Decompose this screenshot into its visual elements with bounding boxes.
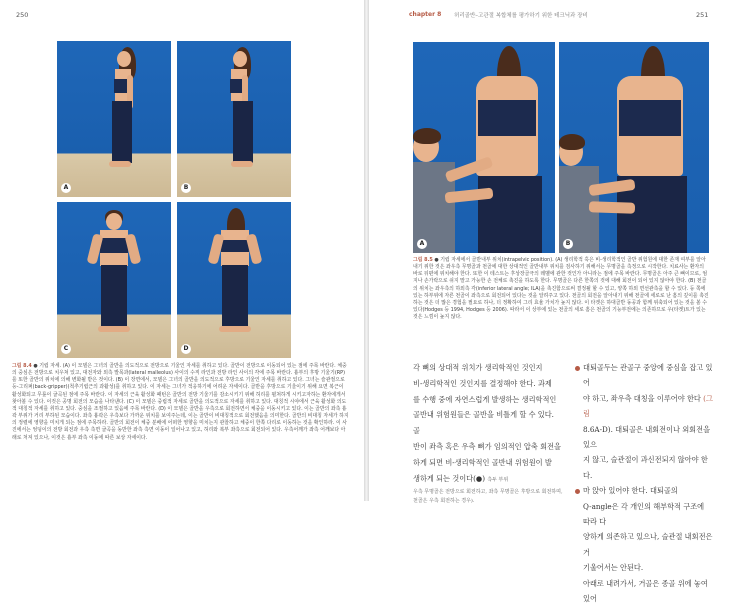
body-line: 양하게 의존하고 있으나, 슬관절 내회전은 거 bbox=[583, 532, 713, 557]
photo-a-right bbox=[413, 42, 555, 253]
figure-ref-link[interactable]: (그림 bbox=[583, 393, 713, 419]
page-number-right: 251 bbox=[696, 11, 709, 19]
photo-b-right bbox=[559, 42, 709, 253]
caption-text: ● 기립 자세에서 골반내부 위치(intrapelvic position). (A) 생리학적 혹은 비-생리학적인 골반 위험원에 대한 존재 여부를 알아내기 위한 것은 좌우측 무명골과 천골에 대한 상대적인 골반내부 위치를 검사하기 위해서는 무명골을 측정으로 시작한다. 치료사는 환자의 바로 뒤편에 위치해야 한다. 또한 이 테스트는 후상장골극의 레벨에 관한 것인가 아니라는 점에 주목 바란다. 무명골은 아주 큰 뼈이므로, 엄지나 손가락으로 쉬지 말고 가능한 손 전체로 촉진을 하도록 한다. 무명골은 다른 한쪽의 것에 대해 회전이 되어 있지 않아야 한다. (B) 천골의 위치는 좌우측의 하외측 각(inferior lateral angle; ILA)을 촉진함으로써 결정될 할 수 있고, 양쪽 하외 면선관측을 할 수 있다. 등 쪽에 있는 하부위에 자른 천골이 좌측으로 회전되어 있다는 것을 알려주고 있다. 천골의 회전을 알아내기 위해 천골에 세로로 난 홈의 깊이를 촉진하는 것은 더 많은 경험을 필요로 하나, 더 정확하여 그리 효율 가치가 높지 않다. 이 타겟은 하대골반 동공과 함께 위축되어 있는 것을 볼 수 있다(Hodges 등 1994, Hodges 등 2006). 따라서 이 상부에 있는 천골의 세로 홈은 천골의 기능부전에는 의존하므로 우(타겟)트가 있는 것은 느낌이 높지 않다. bbox=[413, 257, 709, 321]
body-line: 야 하고, 좌우측 대칭을 이루어야 한다 (그림 bbox=[583, 393, 713, 419]
body-line: 반이 좌측 혹은 우측 뼈가 임의적인 압축 회전을 bbox=[413, 441, 561, 451]
figure-caption-left bbox=[12, 363, 349, 487]
photo-label: C bbox=[61, 344, 71, 354]
photo-label: A bbox=[417, 239, 427, 249]
photo-label: A bbox=[61, 183, 71, 193]
body-column-2 bbox=[583, 360, 713, 607]
photo-a bbox=[57, 41, 171, 197]
left-page bbox=[0, 0, 364, 501]
bullet-icon bbox=[575, 366, 580, 371]
body-line: 생하게 되는 것이다(●) 측두 부위 bbox=[413, 473, 509, 483]
photo-b bbox=[177, 41, 291, 197]
body-line: 골반내 위험원들은 골반을 비틀게 할 수 있다. 골 bbox=[413, 410, 554, 436]
body-line: 각 뼈의 상대적 위치가 생리학적인 것인지 bbox=[413, 363, 543, 372]
photo-label: B bbox=[563, 239, 573, 249]
body-line: 마 앉아 있어야 한다. 대퇴골의 bbox=[583, 486, 678, 496]
photo-c bbox=[57, 202, 171, 358]
body-line: 를 수행 중에 자연스럽게 발생하는 생리학적인 bbox=[413, 394, 557, 404]
body-line: 지 않고, 슬관절이 과신전되지 않아야 한다. bbox=[583, 455, 708, 480]
body-line: 아래로 내려가서, 거골은 종골 위에 놓여 있어 bbox=[583, 578, 708, 604]
body-line: 대퇴골두는 관골구 중앙에 중심을 잡고 있어 bbox=[583, 363, 713, 388]
body-line: 기울어서는 안된다. bbox=[583, 563, 644, 573]
photo-d bbox=[177, 202, 291, 358]
figure-caption-right bbox=[413, 257, 709, 343]
caption-label: 그림 8.4 bbox=[12, 363, 32, 369]
body-line: 8.6A-D). 대퇴골은 내회전이나 외회전을 있으 bbox=[583, 424, 711, 450]
body-note: 우측 무명골은 전방으로 회전하고, 좌측 무명골은 후방으로 회전하며, 천골은 우측 회전하는 경우). bbox=[413, 489, 563, 505]
photo-label: B bbox=[181, 183, 191, 193]
body-line: 비-생리학적인 것인지를 결정해야 한다. 과제 bbox=[413, 378, 552, 388]
right-page bbox=[369, 0, 733, 604]
page-number-left: 250 bbox=[16, 11, 29, 19]
caption-label: 그림 8.5 bbox=[413, 257, 433, 263]
photo-label: D bbox=[181, 344, 191, 354]
caption-text: ● 기립 자세. (A) 이 모델은 그녀의 골반을 의도적으로 전방으로 기울인 자세를 취하고 있다. 골반이 전방으로 이동되어 있는 점에 주목 바란다. 체중의 중심은 전방으로 치우쳐 있고, 대전자와 외측 발목과(lateral malleolus) 사이의 수직 라인과 전방 라인 사이의 각에 주목 바란다. 흉부의 후방 기울기(RP)를 또한 골반의 위치에 의해 변화될 받은 것이다. (B) 이 장면에서, 모델은 그녀의 골반을 의도적으로 후방으로 기울인 자세를 취하고 있다. 그녀는 슬관절으로 등-그리퍼(back-gripper)(척추기립근의 과활성)를 취하고 있다. 이 자세는 그녀가 적응하기에 어려운 자세이다. 골반을 후방으로 기울이기 위해 요면 복근이 활성화되고 무릎이 굴곡된 점에 주목 바란다. 이 자세의 근육 활성화 패턴은 골반의 전방 기울기를 감소시키기 위해 허리를 펼쳐하게 시키고자하는 환자에게서 찾아볼 수 있다. 이것은 공명 회전의 모습을 나타낸다. (C) 이 모델은 중립적 자세로 골반을 의도적으로 자세를 취하고 있다. 대칭적 시야에서 근육 활성화 의도적 대칭적 자세를 취하고 있다. 중심을 조절하고 있음에 주목 바란다. (D) 이 모델은 골반을 우측으로 회전하면서 체중을 이동시키고 있다. 이는 골반의 좌측 흉곽 부위가 거리 부하된 모습이다. 좌측 흉곽은 우측보다 가까운 위치를 보여주는데, 이는 골반이 비대칭적으로 회전했음을 의미한다. 골반의 비대칭 자세가 하지의 정렬에 영향을 미치게 되는 점에 주목하라. 골반의 회전이 체중 분배에 어떠한 영향을 미치는지 관찰하고 체중이 한쪽 다리로 이동하는 것을 확인하라. 이 사진에서는 엉덩이의 전방 회전과 우측 측면 굴곡을 동반한 좌측 측면 이동이 일어나고 있고, 허리와 복부 좌측으로 회전되어 있다. 우측어깨가 좌측 어깨보다 아래로 처져 있으나, 이것은 흉부 좌측 이동에 따른 보상 자세이다. bbox=[12, 363, 349, 441]
inline-note: 측두 부위 bbox=[487, 476, 509, 483]
body-line: Q-angle은 각 개인의 해부학적 구조에 따라 다 bbox=[583, 501, 705, 527]
bullet-icon bbox=[575, 489, 580, 494]
body-line: 하게 되면 비-생리학적인 골반내 위험원이 발 bbox=[413, 457, 552, 467]
body-column-1 bbox=[413, 360, 563, 506]
chapter-label: chapter 8 bbox=[409, 11, 442, 18]
chapter-title: 허리골반–고관절 복합체를 평가하기 위한 테크닉과 장비 bbox=[454, 13, 588, 19]
